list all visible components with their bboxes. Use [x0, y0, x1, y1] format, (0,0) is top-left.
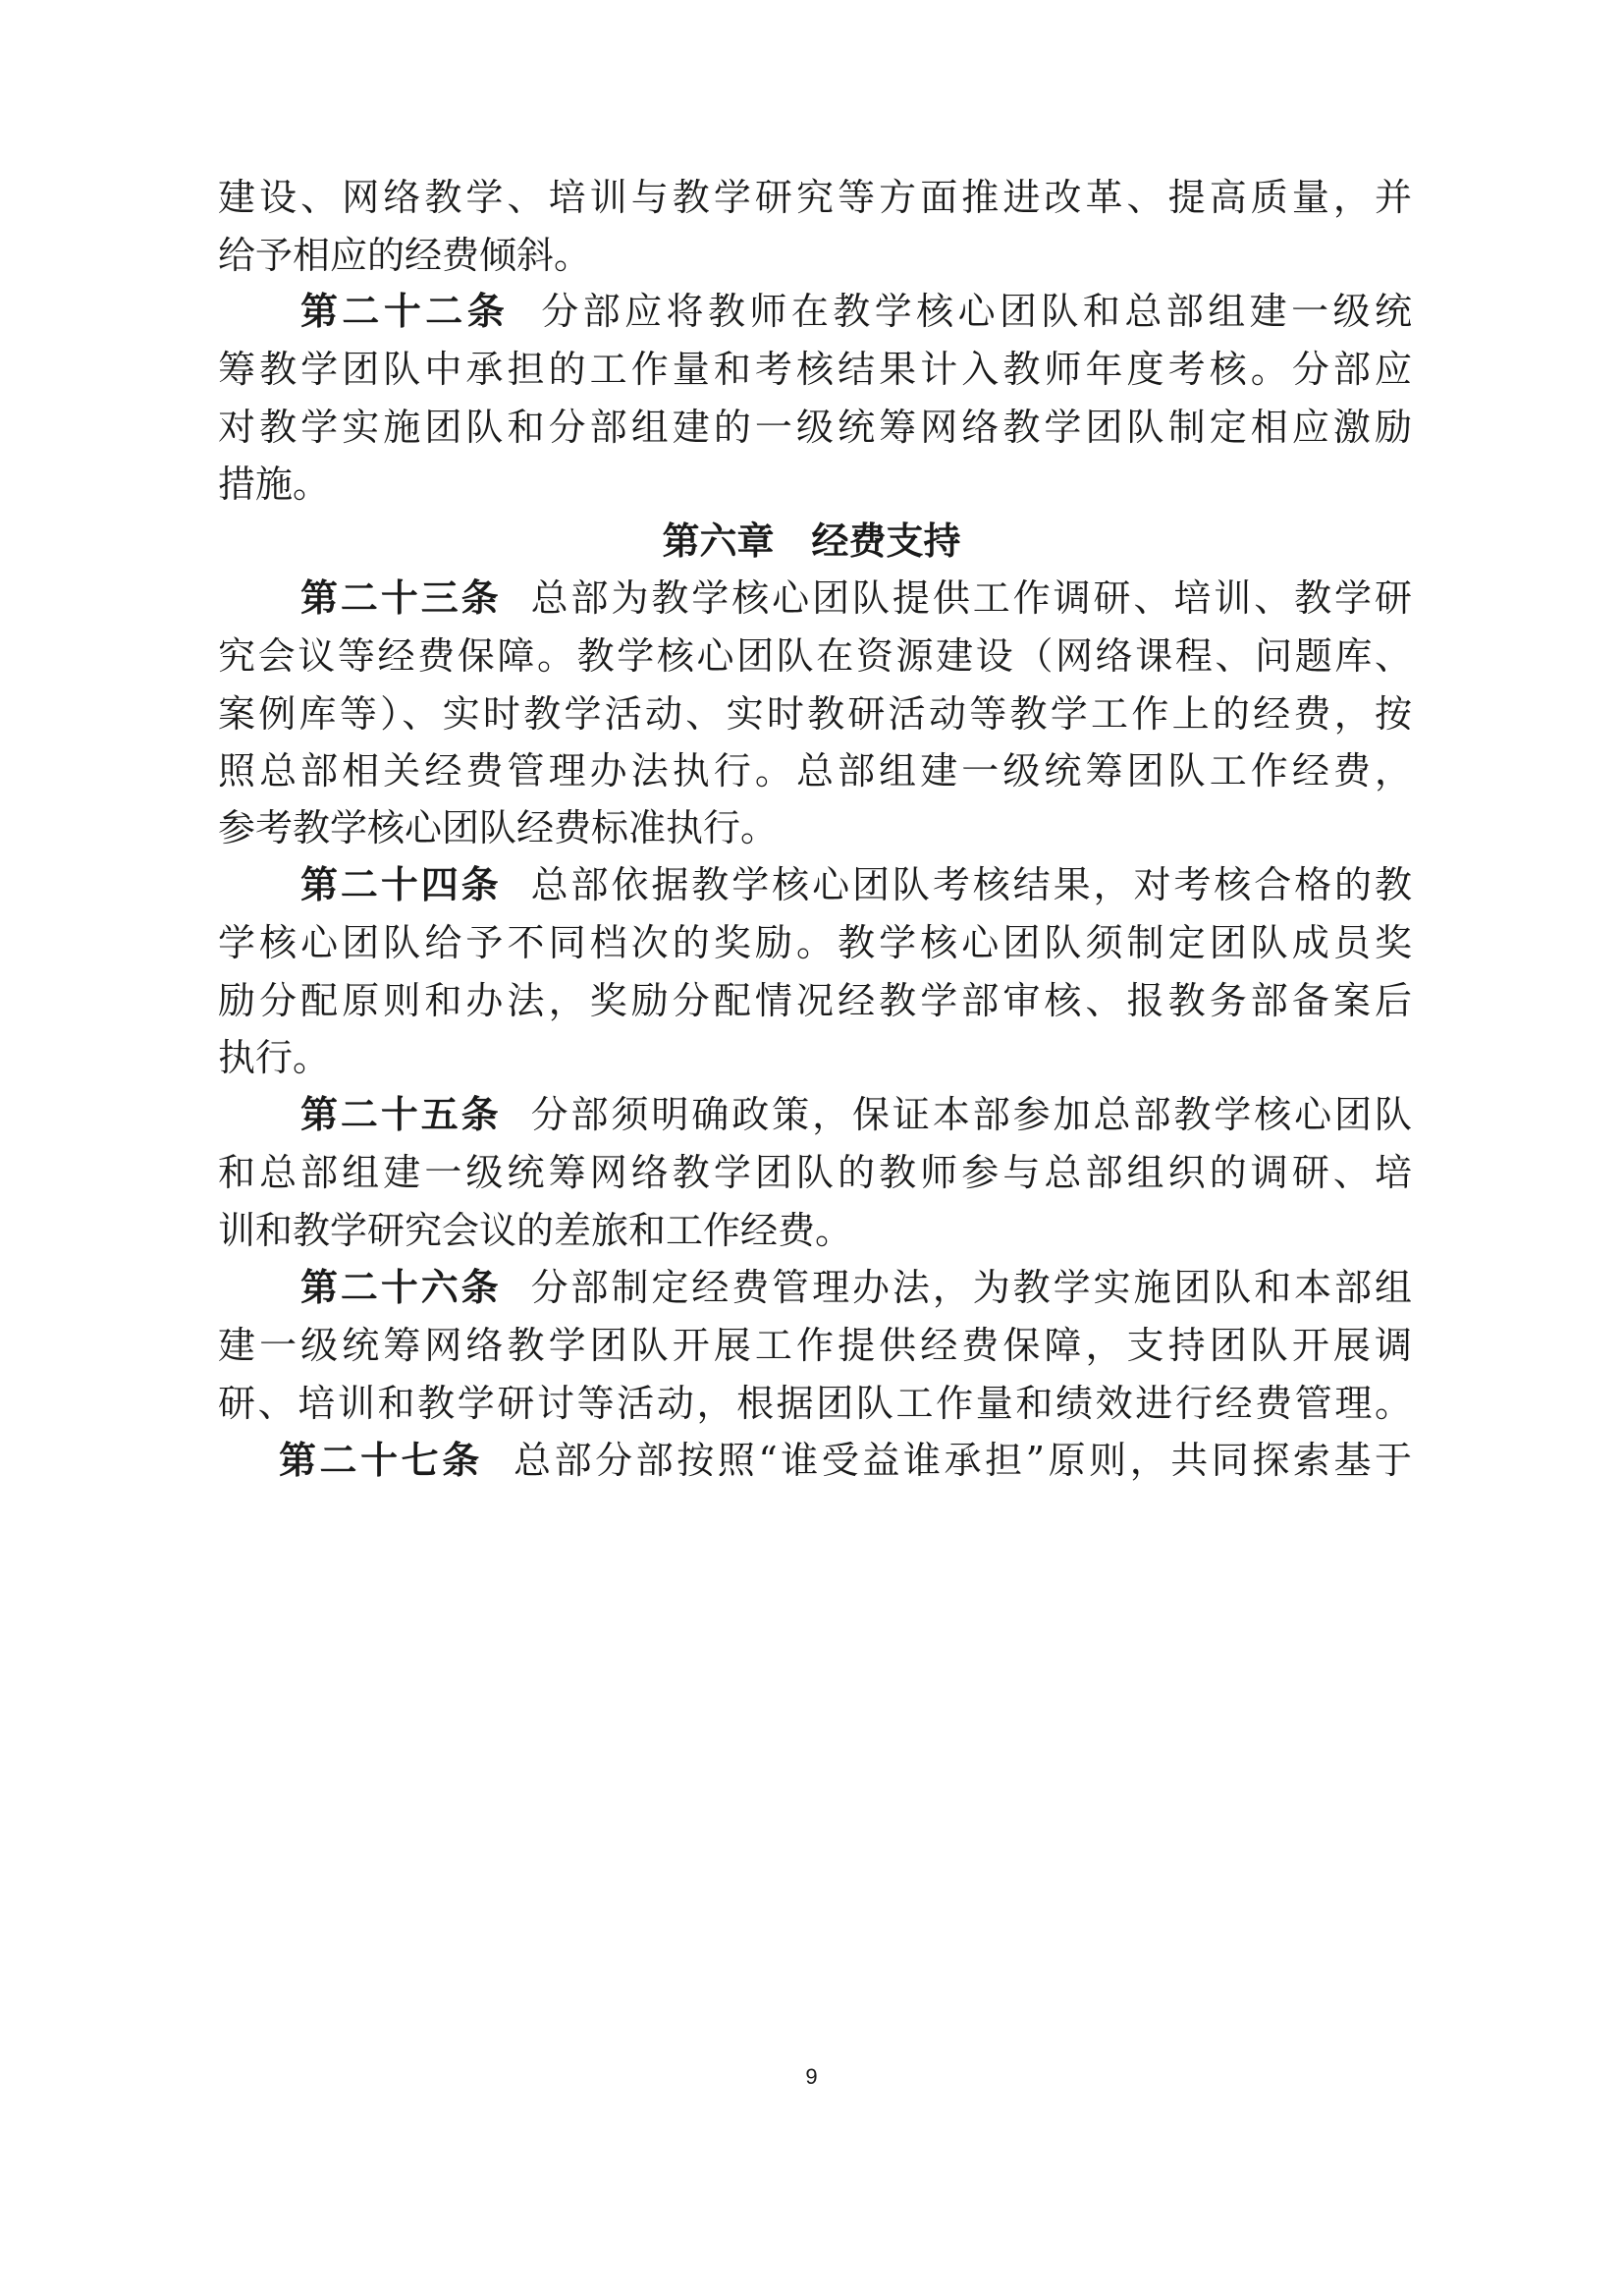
paragraph-line: 执行。 — [218, 1036, 331, 1079]
article-23-first-line — [300, 574, 1412, 623]
article-22-first-line — [300, 287, 1412, 336]
article-text: 分部须明确政策，保证本部参加总部教学核心团队 — [530, 1093, 1412, 1136]
article-text: 总部依据教学核心团队考核结果，对考核合格的教 — [530, 863, 1412, 906]
paragraph-line: 学核心团队给予不同档次的奖励。教学核心团队须制定团队成员奖 — [218, 921, 1412, 964]
paragraph-line: 励分配原则和办法，奖励分配情况经教学部审核、报教务部备案后 — [218, 979, 1412, 1022]
article-label: 第二十六条 — [300, 1265, 502, 1309]
article-26-first-line — [300, 1263, 1412, 1312]
article-text: 总部分部按照“谁受益谁承担”原则，共同探索基于 — [514, 1439, 1412, 1482]
article-label: 第二十三条 — [300, 575, 502, 620]
paragraph-line: 研、培训和教学研讨等活动，根据团队工作量和绩效进行经费管理。 — [218, 1382, 1412, 1425]
article-27-first-line — [279, 1436, 1412, 1485]
chapter-number: 第六章 — [662, 519, 775, 563]
chapter-heading — [0, 517, 1623, 566]
article-25-first-line — [300, 1090, 1412, 1139]
paragraph-line: 筹教学团队中承担的工作量和考核结果计入教师年度考核。分部应 — [218, 348, 1412, 391]
paragraph-line: 照总部相关经费管理办法执行。总部组建一级统筹团队工作经费， — [218, 749, 1412, 793]
paragraph-line: 建设、网络教学、培训与教学研究等方面推进改革、提高质量，并 — [218, 176, 1412, 219]
paragraph-line: 参考教学核心团队经费标准执行。 — [218, 806, 779, 849]
paragraph-line: 给予相应的经费倾斜。 — [218, 234, 592, 277]
article-label: 第二十二条 — [300, 289, 510, 333]
paragraph-line: 究会议等经费保障。教学核心团队在资源建设（网络课程、问题库、 — [218, 634, 1412, 678]
paragraph-line: 训和教学研究会议的差旅和工作经费。 — [218, 1209, 853, 1252]
article-label: 第二十四条 — [300, 862, 502, 906]
paragraph-line: 建一级统筹网络教学团队开展工作提供经费保障，支持团队开展调 — [218, 1324, 1412, 1367]
article-label: 第二十七条 — [279, 1438, 483, 1482]
paragraph-line: 和总部组建一级统筹网络教学团队的教师参与总部组织的调研、培 — [218, 1151, 1412, 1194]
article-label: 第二十五条 — [300, 1092, 502, 1136]
paragraph-line: 对教学实施团队和分部组建的一级统筹网络教学团队制定相应激励 — [218, 406, 1412, 449]
article-24-first-line — [300, 860, 1412, 909]
chapter-title: 经费支持 — [811, 519, 961, 563]
page-number: 9 — [805, 2064, 818, 2089]
article-text: 分部制定经费管理办法，为教学实施团队和本部组 — [530, 1266, 1412, 1309]
article-text: 分部应将教师在教学核心团队和总部组建一级统 — [541, 290, 1412, 333]
paragraph-line: 案例库等）、实时教学活动、实时教研活动等教学工作上的经费，按 — [218, 692, 1412, 736]
article-text: 总部为教学核心团队提供工作调研、培训、教学研 — [530, 576, 1412, 620]
paragraph-line: 措施。 — [218, 463, 331, 506]
